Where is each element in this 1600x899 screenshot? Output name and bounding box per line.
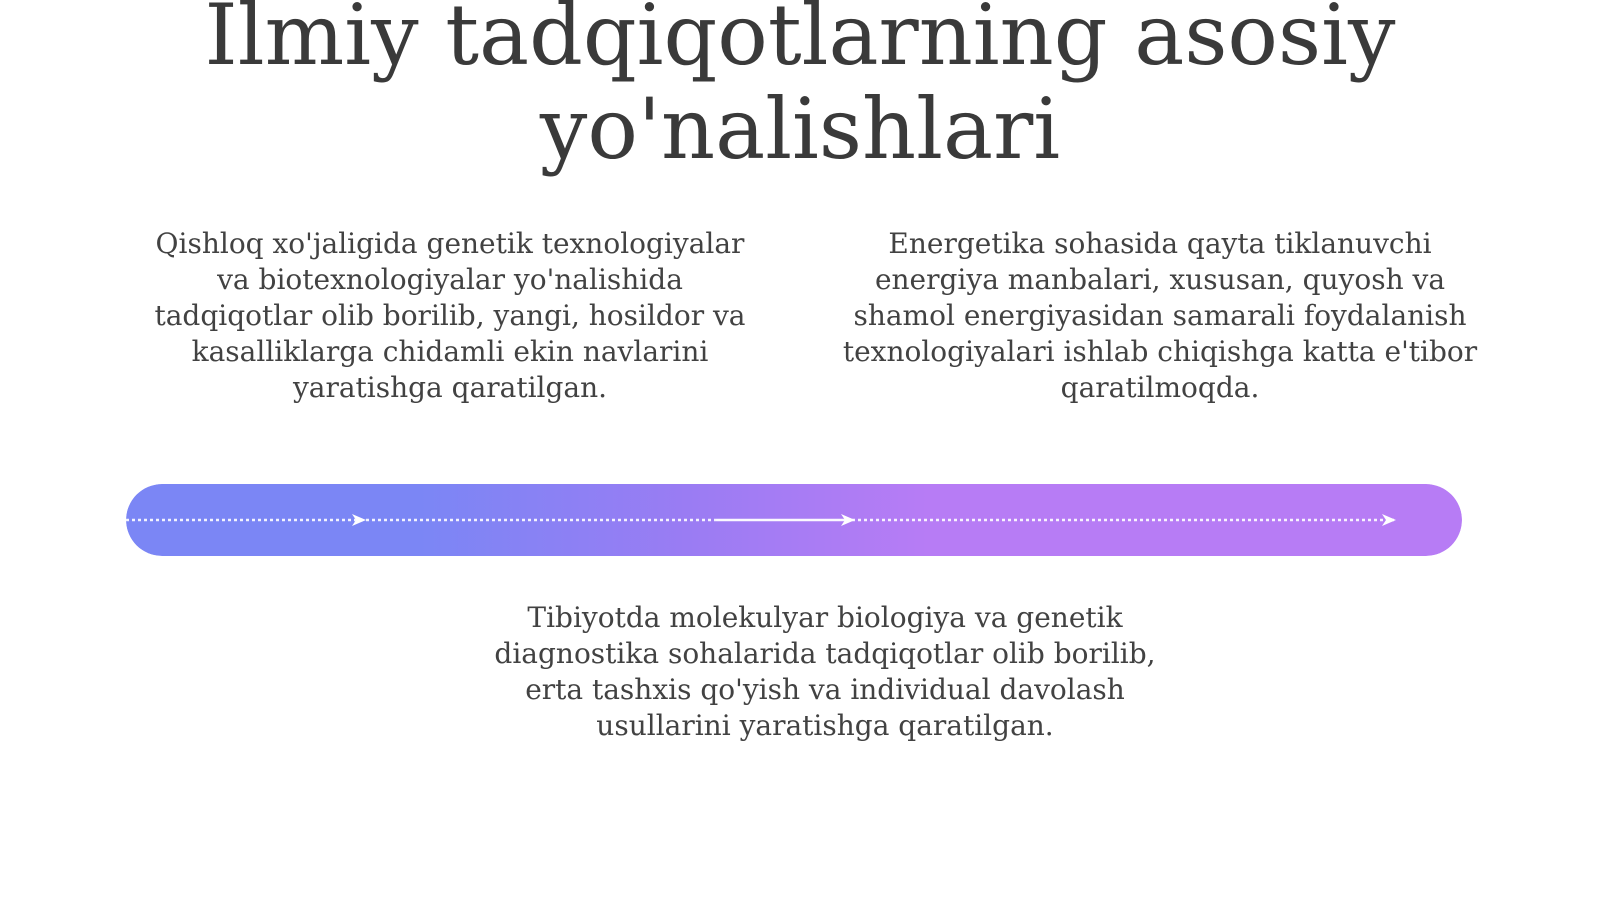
medicine-paragraph: Tibiyotda molekulyar biologiya va genetik diagnostika sohalarida tadqiqotlar olib borilib, erta tashxis qo'yish va individual davolash usullarini yaratishga qaratilgan. — [494, 601, 1156, 742]
energy-paragraph: Energetika sohasida qayta tiklanuvchi energiya manbalari, xususan, quyosh va shamol energiyasidan samarali foydalanish texnologiyalari ishlab chiqishga katta e'tibor qaratilmoqda. — [842, 227, 1478, 404]
timeline-graphic — [126, 484, 1462, 556]
page-title: Ilmiy tadqiqotlarning asosiy yo'nalishlari — [204, 0, 1396, 178]
timeline-bar — [126, 484, 1462, 556]
agriculture-paragraph: Qishloq xo'jaligida genetik texnologiyalar va biotexnologiyalar yo'nalishida tadqiqotlar olib borilib, yangi, hosildor va kasalliklarga chidamli ekin navlarini yaratishga qaratilgan. — [154, 227, 746, 404]
